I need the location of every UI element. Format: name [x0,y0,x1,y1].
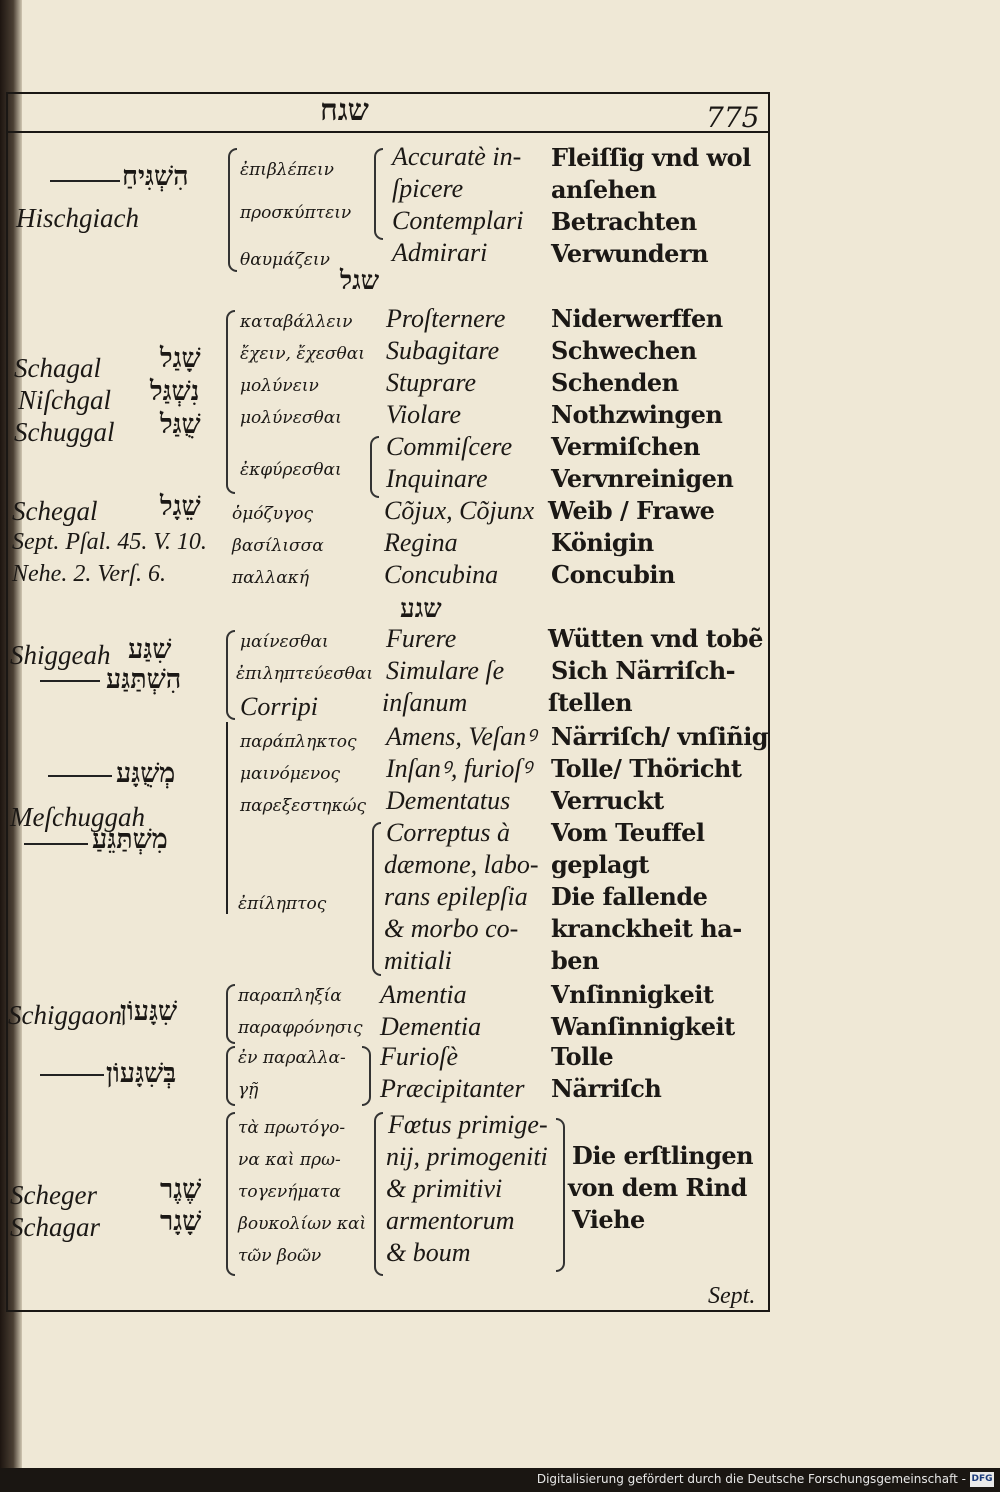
reference: Nehe. 2. Verſ. 6. [12,561,166,587]
german-term: von dem Rind [568,1173,747,1202]
german-term: Nothzwingen [551,400,723,429]
german-term: Die erſtlingen [572,1141,754,1170]
german-term: Tolle [551,1042,614,1071]
latin-term: Proſternere [386,304,506,333]
transliteration: Schuggal [14,417,115,447]
latin-term: armentorum [386,1206,515,1235]
greek-term: τὰ πρωτόγο- [238,1118,346,1138]
transliteration: Schagal [14,353,101,383]
latin-term: ſpicere [392,174,464,203]
german-term: Königin [551,528,654,557]
latin-term: Correptus à [386,818,510,847]
german-term: Weib / Frawe [548,496,715,525]
hebrew-word: שִׁגַּע [128,634,172,665]
greek-term: ἐπίληπτος [238,894,327,914]
latin-term: Corripi [240,692,319,721]
latin-term: mitiali [384,946,452,975]
hebrew-word: הִשְׁתַּגַּע [106,664,182,695]
hebrew-word: שָׁגַל [160,343,201,374]
hebrew-word: מִשְׁתַּגֵּעַ [92,824,168,855]
latin-term: Contemplari [392,206,524,235]
german-term: Betrachten [551,207,697,236]
greek-term: καταβάλλειν [240,312,353,332]
hebrew-word: שִׁגָּעוֹן [120,996,178,1027]
brace [374,148,383,240]
page-number: 775 [706,101,760,134]
latin-term: Accuratè in- [392,142,522,171]
running-head-root: שגח [320,93,369,128]
latin-term: Subagitare [386,336,500,365]
brace [374,1112,383,1276]
brace [228,148,237,272]
greek-term: τῶν βοῶν [238,1246,322,1266]
greek-term: θαυμάζειν [240,250,330,270]
brace [226,984,235,1044]
german-term: Concubin [551,560,675,589]
german-term: kranckheit ha- [551,914,742,943]
brace [556,1118,565,1272]
latin-term: Admirari [392,238,488,267]
german-term: Vermiſchen [551,432,700,461]
dash-rule [24,843,88,845]
hebrew-word: מְשֻׁגָּע [116,758,176,789]
latin-term: dæmone, labo- [384,850,539,879]
brace [370,436,379,498]
hebrew-word: שָׁגָר [160,1206,202,1237]
funding-credit: Digitalisierung gefördert durch die Deutsche Forschungsgemeinschaft - [536,1472,966,1486]
bracket-rule [226,722,228,914]
brace [226,1112,235,1276]
greek-term: ὁμόζυγος [232,504,313,524]
german-term: Wütten vnd tobẽ [548,624,763,653]
german-term: Wanſinnigkeit [551,1012,735,1041]
hebrew-word: נִשְׁגַּל [150,376,200,407]
latin-term: Furere [386,624,457,653]
german-term: Vom Teuffel [551,818,705,847]
greek-term: βουκολίων καὶ [238,1214,367,1234]
transliteration: Schiggaon [8,1000,122,1030]
greek-term: ἐπιληπτεύεσθαι [236,664,374,684]
brace [226,1046,235,1106]
latin-term: Inquinare [386,464,488,493]
section-root: שגל [340,266,380,296]
latin-term: Dementia [380,1012,482,1041]
dash-rule [50,180,120,182]
greek-term: παρεξεστηκώς [240,796,366,816]
greek-term: ἐκφύρεσθαι [240,460,342,480]
brace [226,310,235,494]
latin-term: Violare [386,400,462,429]
greek-term: ἐν παραλλα- [238,1048,346,1068]
hebrew-word: שֻׁגַּל [160,409,201,440]
greek-term: μολύνεσθαι [240,408,342,428]
german-term: Vervnreinigen [551,464,734,493]
hebrew-word: שֵׁגָל [160,491,201,522]
german-term: Viehe [572,1205,645,1234]
latin-term: rans epilepſia [384,882,528,911]
transliteration: Meſchuggah [10,802,145,832]
dash-rule [40,680,100,682]
latin-term: nij, primogeniti [386,1142,548,1171]
reference: Sept. Pſal. 45. V. 10. [12,529,207,555]
hebrew-word: שֶׁגֶר [160,1174,202,1205]
greek-term: γῇ [238,1080,259,1100]
greek-term: τογενήματα [238,1182,341,1202]
brace [362,1046,371,1106]
greek-term: βασίλισσα [232,536,324,556]
german-term: Schenden [551,368,679,397]
greek-term: παραφρόνησις [238,1018,363,1038]
dash-rule [48,775,112,777]
german-term: Närriſch/ vnſiñig [551,722,769,751]
brace [226,630,235,720]
german-term: anſehen [551,175,657,204]
german-term: Vnſinnigkeit [551,980,714,1009]
latin-term: Furioſè [380,1042,458,1071]
dfg-logo: DFG [970,1472,994,1487]
greek-term: παλλακή [232,568,310,588]
latin-term: Amentia [380,980,467,1009]
german-term: Niderwerffen [551,304,723,333]
latin-term: Simulare ſe [386,656,505,685]
hebrew-word: בְּשִׁגָּעוֹן [106,1058,177,1089]
latin-term: & morbo co- [384,914,519,943]
hebrew-word: הִשְׁגִּיחַ [122,161,189,192]
greek-term: μαινόμενος [240,764,341,784]
greek-term: προσκύπτειν [240,203,352,223]
latin-term: Regina [384,528,458,557]
greek-term: μολύνειν [240,376,319,396]
german-term: geplagt [551,850,649,879]
transliteration: Scheger [10,1180,97,1210]
greek-term: ἐπιβλέπειν [240,160,334,180]
catchword: Sept. [708,1283,756,1309]
brace [372,822,381,976]
latin-term: Concubina [384,560,499,589]
greek-term: παραπληξία [238,986,342,1006]
transliteration: Shiggeah [10,640,111,670]
latin-term: & primitivi [386,1174,503,1203]
latin-term: Amens, Veſanꝰ [386,722,537,751]
german-term: Fleiſſig vnd wol [551,143,751,172]
german-term: Sich Närriſch- [551,656,736,685]
german-term: Närriſch [551,1074,662,1103]
header-rule [6,131,770,133]
german-term: Die fallende [551,882,708,911]
transliteration: Schegal [12,496,98,526]
transliteration: Hischgiach [16,203,139,233]
german-term: Verruckt [551,786,664,815]
latin-term: Dementatus [386,786,511,815]
greek-term: παράπληκτος [240,732,357,752]
german-term: Tolle/ Thöricht [551,754,742,783]
german-term: Schwechen [551,336,697,365]
german-term: ben [551,946,599,975]
latin-term: Stuprare [386,368,477,397]
latin-term: Inſanꝰ, furioſꝰ [386,754,532,783]
latin-term: Commiſcere [386,432,513,461]
digitization-footer [0,1468,1000,1492]
german-term: Verwundern [551,239,709,268]
german-term: ſtellen [548,688,633,717]
latin-term: & boum [386,1238,471,1267]
latin-term: Præcipitanter [380,1074,525,1103]
greek-term: να καὶ πρω- [238,1150,341,1170]
transliteration: Niſchgal [18,385,111,415]
greek-term: μαίνεσθαι [240,632,329,652]
latin-term: Cõjux, Cõjunx [384,496,535,525]
transliteration: Schagar [10,1212,100,1242]
greek-term: ἔχειν, ἔχεσθαι [240,344,365,364]
section-root: שגע [400,594,442,624]
latin-term: inſanum [382,688,468,717]
dash-rule [40,1074,104,1076]
latin-term: Fœtus primige- [388,1110,548,1139]
